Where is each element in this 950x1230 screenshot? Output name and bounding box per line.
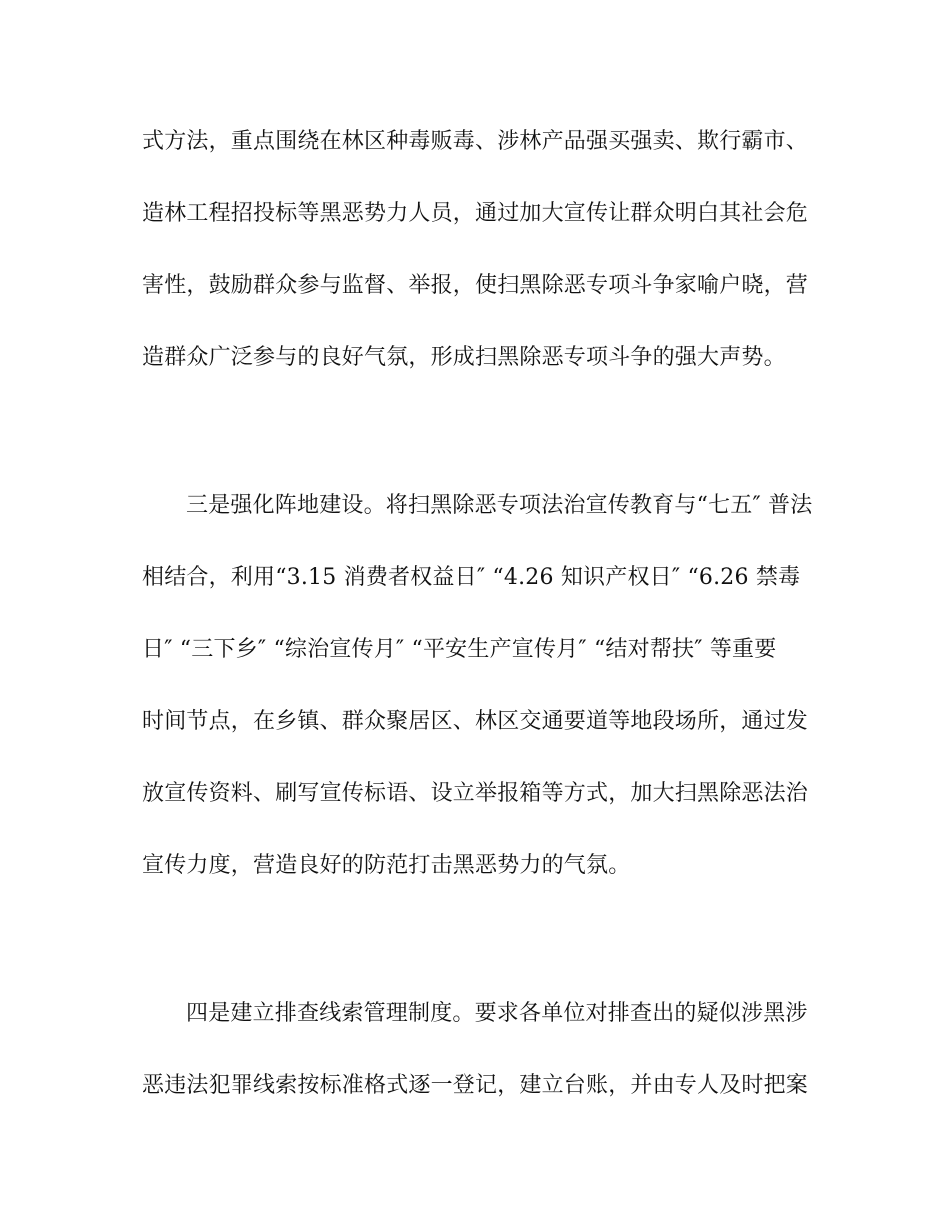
paragraph-2-line-2: 相结合，利用“3.15 消费者权益日″ “4.26 知识产权日″ “6.26 禁毒 <box>142 565 801 590</box>
paragraph-1-line-4: 造群众广泛参与的良好气氛，形成扫黑除恶专项斗争的强大声势。 <box>142 345 786 370</box>
paragraph-2-line-1: 三是强化阵地建设。将扫黑除恶专项法治宣传教育与“七五″ 普法 <box>186 493 813 518</box>
paragraph-1-line-2: 造林工程招投标等黑恶势力人员，通过加大宣传让群众明白其社会危 <box>142 201 809 226</box>
paragraph-2-line-4: 时间节点，在乡镇、群众聚居区、林区交通要道等地段场所，通过发 <box>142 709 809 734</box>
paragraph-2-line-6: 宣传力度，营造良好的防范打击黑恶势力的气氛。 <box>142 853 631 878</box>
paragraph-1-line-1: 式方法，重点围绕在林区种毒贩毒、涉林产品强买强卖、欺行霸市、 <box>142 129 809 154</box>
paragraph-2-line-5: 放宣传资料、刷写宣传标语、设立举报箱等方式，加大扫黑除恶法治 <box>142 781 809 806</box>
paragraph-3-line-1: 四是建立排查线索管理制度。要求各单位对排查出的疑似涉黑涉 <box>186 1001 808 1026</box>
paragraph-3-line-2: 恶违法犯罪线索按标准格式逐一登记，建立台账，并由专人及时把案 <box>142 1073 809 1098</box>
paragraph-1-line-3: 害性，鼓励群众参与监督、举报，使扫黑除恶专项斗争家喻户晓，营 <box>142 273 809 298</box>
paragraph-2-line-3: 日″ “三下乡″ “综治宣传月″ “平安生产宣传月″ “结对帮扶″ 等重要 <box>142 637 777 662</box>
